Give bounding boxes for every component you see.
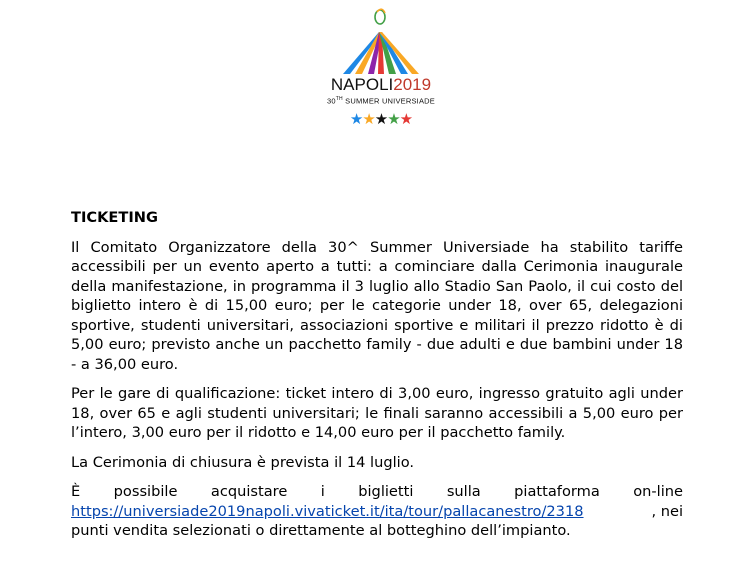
- universiade-logo: [322, 4, 440, 132]
- paragraph-closing-ceremony: La Cerimonia di chiusura è prevista il 14 luglio.: [71, 453, 415, 471]
- purchase-line-2: [71, 502, 683, 522]
- section-heading: TICKETING: [71, 209, 158, 226]
- logo-title: NAPOLI2019: [330, 75, 432, 94]
- paragraph-opening-ceremony: Il Comitato Organizzatore della 30^ Summer Universiade ha stabilito tariffe accessibili per un evento aperto a tutti: a cominciare dalla Cerimonia inaugurale della manifestazione, in programma il 3 luglio allo Stadio San Paolo, il cui costo del biglietto intero è di 15,00 euro; per le categorie under 18, over 65, delegazioni sportive, studenti universitari, associazioni sportive e militari il prezzo ridotto è di 5,00 euro; previsto anche un pacchetto family - due adulti e due bambini under 18 - a 36,00 euro.: [71, 238, 683, 373]
- link-suffix-text: , nei: [651, 502, 683, 520]
- purchase-line-1: È possibile acquistare i biglietti sulla piattaforma on-line: [71, 483, 683, 500]
- document-body: [71, 208, 683, 551]
- paragraph-qualification: Per le gare di qualificazione: ticket intero di 3,00 euro, ingresso gratuito agli under 18, over 65 e agli studenti universitari; le finali saranno accessibili a 5,00 euro per l’intero, 3,00 euro per il ridotto e 14,00 euro per il pacchetto family.: [71, 385, 683, 441]
- ticket-link[interactable]: https://universiade2019napoli.vivaticket.it/ita/tour/pallacanestro/2318: [71, 502, 584, 520]
- logo-subtitle: 30TH SUMMER UNIVERSIADE: [327, 96, 435, 106]
- purchase-line-3: punti vendita selezionati o direttamente al botteghino dell’impianto.: [71, 522, 571, 539]
- paragraph-purchase: [71, 482, 683, 541]
- logo-stars: ★★★★★: [349, 110, 413, 128]
